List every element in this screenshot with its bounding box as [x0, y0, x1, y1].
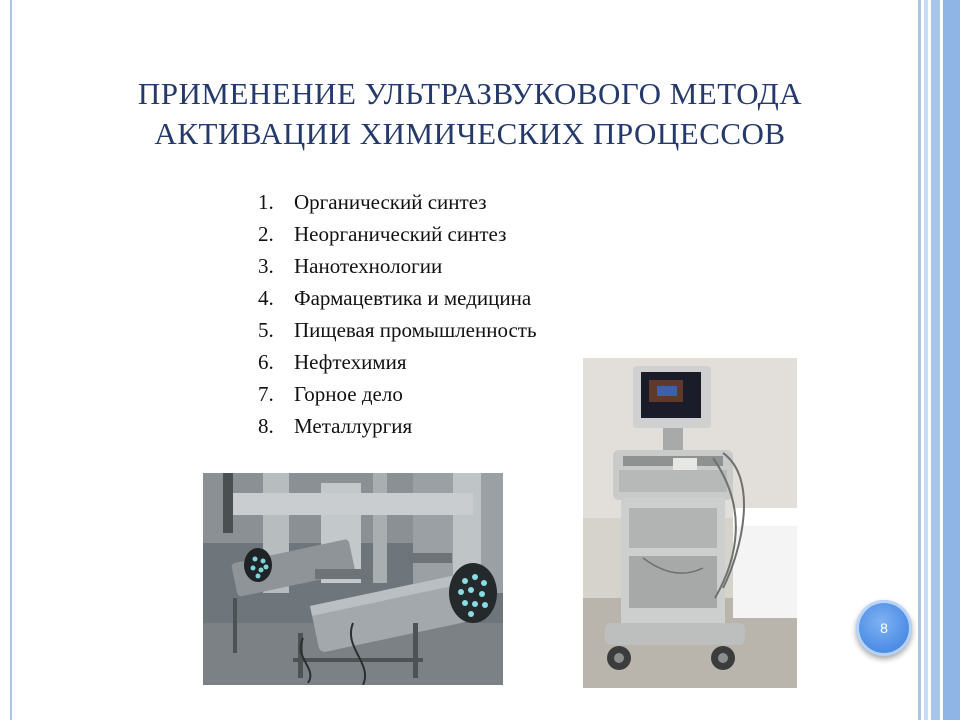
list-item-text: Фармацевтика и медицина [294, 286, 532, 310]
list-item [258, 314, 537, 346]
list-item-text: Органический синтез [294, 190, 487, 214]
list-item-text: Неорганический синтез [294, 222, 507, 246]
list-item-text: Нанотехнологии [294, 254, 443, 278]
list-item [258, 186, 537, 218]
list-item-number: 2. [258, 222, 274, 246]
list-item-number: 4. [258, 286, 274, 310]
list-item-number: 6. [258, 350, 274, 374]
list-item [258, 410, 537, 442]
list-item [258, 250, 537, 282]
list-item-number: 8. [258, 414, 274, 438]
page-number-badge [856, 600, 912, 656]
list-item [258, 218, 537, 250]
list-item-text: Нефтехимия [294, 350, 407, 374]
list-item [258, 282, 537, 314]
slide-decor-stripes [924, 0, 960, 720]
list-item [258, 346, 537, 378]
slide-frame-right [918, 0, 921, 720]
slide-title-line-2: АКТИВАЦИИ ХИМИЧЕСКИХ ПРОЦЕССОВ [154, 116, 786, 151]
slide-title-line-1: ПРИМЕНЕНИЕ УЛЬТРАЗВУКОВОГО МЕТОДА [137, 76, 803, 111]
applications-list [258, 186, 537, 442]
list-item-number: 1. [258, 190, 274, 214]
ultrasound-device-illustration [583, 358, 797, 688]
ultrasonic-reactor-photo [203, 473, 503, 685]
page-number: 8 [880, 620, 888, 636]
slide-frame-left [10, 0, 12, 720]
list-item [258, 378, 537, 410]
list-item-number: 3. [258, 254, 274, 278]
list-item-number: 7. [258, 382, 274, 406]
list-item-text: Горное дело [294, 382, 403, 406]
list-item-text: Металлургия [294, 414, 413, 438]
ultrasonic-reactor-illustration [203, 473, 503, 685]
list-item-number: 5. [258, 318, 274, 342]
ultrasound-device-photo [583, 358, 797, 688]
slide-title [40, 74, 900, 154]
list-item-text: Пищевая промышленность [294, 318, 537, 342]
